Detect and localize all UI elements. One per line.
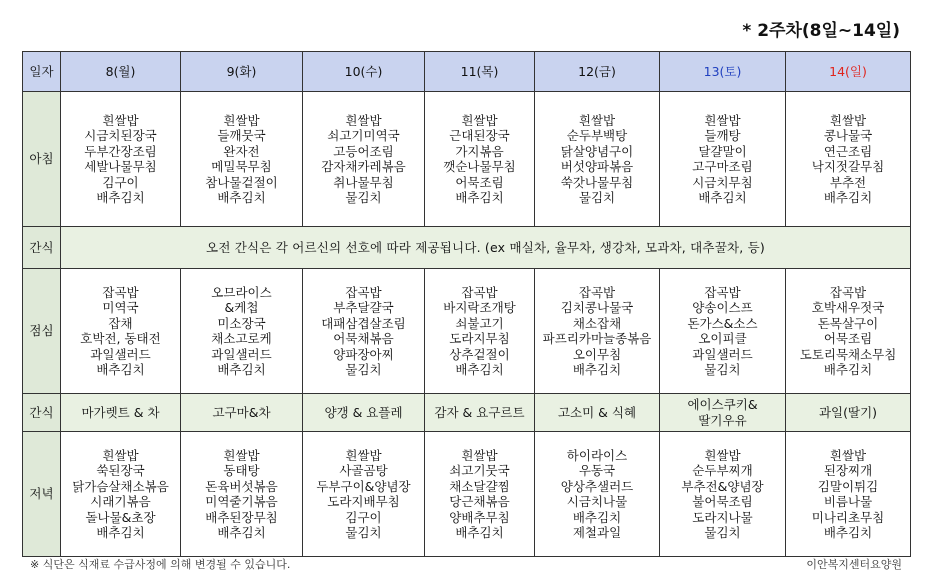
day-header-sunday: 14(일) bbox=[786, 52, 911, 92]
lunch-cell bbox=[181, 269, 303, 394]
menu-item: 닭살양념구이 bbox=[560, 143, 634, 159]
row-label-snack-pm: 간식 bbox=[23, 394, 61, 432]
menu-item: 돈가스&소스 bbox=[687, 315, 758, 331]
dinner-cell bbox=[535, 432, 660, 557]
menu-item: 달걀말이 bbox=[698, 143, 747, 159]
menu-item: 김치콩나물국 bbox=[560, 300, 634, 316]
breakfast-row bbox=[23, 92, 911, 227]
header-row bbox=[23, 52, 911, 92]
menu-item: 잡곡밥 bbox=[102, 284, 139, 300]
menu-item: 부추달걀국 bbox=[333, 300, 394, 316]
menu-item: 어묵조림 bbox=[455, 174, 504, 190]
menu-item: 시금치된장국 bbox=[84, 128, 157, 144]
menu-item: 감자채카레볶음 bbox=[321, 159, 406, 175]
menu-item: 과일(딸기) bbox=[818, 404, 878, 420]
menu-item: 동태탕 bbox=[223, 463, 260, 479]
menu-item: 흰쌀밥 bbox=[345, 447, 382, 463]
menu-item: 시래기볶음 bbox=[90, 494, 151, 510]
menu-item: 흰쌀밥 bbox=[223, 447, 260, 463]
day-header: 10(수) bbox=[303, 52, 425, 92]
snack-pm-cell bbox=[61, 394, 181, 432]
snack-pm-cell bbox=[425, 394, 535, 432]
menu-item: 돈육버섯볶음 bbox=[205, 478, 278, 494]
breakfast-cell bbox=[61, 92, 181, 227]
menu-item: 미역줄기볶음 bbox=[205, 494, 278, 510]
menu-item: 미나리초무침 bbox=[811, 509, 885, 525]
snack-pm-cell bbox=[786, 394, 911, 432]
menu-item: 양갱 & 요플레 bbox=[324, 404, 403, 420]
snack-pm-cell bbox=[303, 394, 425, 432]
menu-item: 과일샐러드 bbox=[692, 346, 753, 362]
day-header: 11(목) bbox=[425, 52, 535, 92]
dinner-cell bbox=[660, 432, 786, 557]
menu-item: 비름나물 bbox=[823, 494, 873, 510]
menu-item: 들깨탕 bbox=[704, 128, 741, 144]
menu-item: 양파장아찌 bbox=[333, 346, 394, 362]
menu-item: 잡곡밥 bbox=[704, 284, 741, 300]
dinner-cell bbox=[425, 432, 535, 557]
dinner-cell bbox=[786, 432, 911, 557]
breakfast-cell bbox=[303, 92, 425, 227]
menu-item: 흰쌀밥 bbox=[223, 112, 260, 128]
menu-item: 물김치 bbox=[345, 362, 382, 378]
menu-item: 오므라이스 bbox=[211, 284, 272, 300]
menu-item: 에이스쿠키& bbox=[687, 397, 758, 413]
menu-item: 물김치 bbox=[578, 190, 616, 206]
menu-item: 낙지젓갈무침 bbox=[811, 159, 885, 175]
menu-item: 미역국 bbox=[102, 300, 139, 316]
menu-item: 고등어조림 bbox=[333, 143, 394, 159]
menu-item: 시금치나물 bbox=[566, 494, 628, 510]
menu-item: 가지볶음 bbox=[455, 143, 504, 159]
menu-item: 호박새우젓국 bbox=[811, 300, 885, 316]
menu-item: 잡곡밥 bbox=[578, 284, 616, 300]
menu-item: 쇠고기미역국 bbox=[327, 128, 400, 144]
menu-item: 두부구이&양념장 bbox=[316, 478, 411, 494]
breakfast-cell bbox=[425, 92, 535, 227]
menu-item: 양배추무침 bbox=[449, 509, 510, 525]
menu-item: 도라지나물 bbox=[692, 509, 753, 525]
dinner-cell bbox=[61, 432, 181, 557]
lunch-row bbox=[23, 269, 911, 394]
menu-item: 흰쌀밥 bbox=[461, 447, 498, 463]
menu-item: 잡곡밥 bbox=[345, 284, 382, 300]
menu-item: 잡채 bbox=[108, 315, 133, 331]
breakfast-cell bbox=[660, 92, 786, 227]
menu-item: 두부간장조림 bbox=[84, 143, 157, 159]
menu-item: &케첩 bbox=[224, 300, 259, 316]
lunch-cell bbox=[303, 269, 425, 394]
menu-item: 물김치 bbox=[704, 362, 741, 378]
menu-item: 돈목살구이 bbox=[817, 315, 879, 331]
lunch-cell bbox=[786, 269, 911, 394]
menu-item: 파프리카마늘종볶음 bbox=[542, 331, 652, 347]
lunch-cell bbox=[425, 269, 535, 394]
menu-item: 배추김치 bbox=[96, 190, 145, 206]
menu-item: 메밀묵무침 bbox=[211, 159, 272, 175]
lunch-cell bbox=[535, 269, 660, 394]
snack-am-note: 오전 간식은 각 어르신의 선호에 따라 제공됩니다. (ex 매실차, 율무차, 생강차, 모과차, 대추꿀차, 등) bbox=[61, 227, 911, 269]
menu-item: 순두부찌개 bbox=[692, 463, 753, 479]
menu-item: 양상추샐러드 bbox=[560, 478, 634, 494]
menu-item: 김말이튀김 bbox=[817, 478, 879, 494]
menu-item: 흰쌀밥 bbox=[461, 112, 498, 128]
dinner-row bbox=[23, 432, 911, 557]
row-label-snack-am: 간식 bbox=[23, 227, 61, 269]
menu-item: 과일샐러드 bbox=[90, 346, 151, 362]
footer-org: 이안복지센터요양원 bbox=[806, 558, 902, 571]
menu-item: 닭가슴살채소볶음 bbox=[72, 478, 169, 494]
snack-pm-cell bbox=[181, 394, 303, 432]
menu-item: 배추된장무침 bbox=[205, 509, 278, 525]
menu-item: 김구이 bbox=[345, 509, 382, 525]
snack-pm-cell bbox=[660, 394, 786, 432]
menu-item: 콩나물국 bbox=[823, 128, 873, 144]
menu-item: 연근조림 bbox=[823, 143, 873, 159]
menu-item: 쑥갓나물무침 bbox=[560, 174, 634, 190]
menu-item: 쇠불고기 bbox=[455, 315, 504, 331]
menu-item: 대패삼겹살조림 bbox=[321, 315, 406, 331]
menu-item: 배추김치 bbox=[823, 190, 873, 206]
menu-item: 들깨뭇국 bbox=[217, 128, 266, 144]
menu-item: 바지락조개탕 bbox=[443, 300, 516, 316]
day-header: 8(월) bbox=[61, 52, 181, 92]
menu-item: 불어묵조림 bbox=[692, 494, 753, 510]
dinner-cell bbox=[181, 432, 303, 557]
lunch-cell bbox=[61, 269, 181, 394]
menu-item: 흰쌀밥 bbox=[102, 112, 139, 128]
menu-item: 고구마&차 bbox=[212, 404, 271, 420]
menu-item: 배추김치 bbox=[698, 190, 747, 206]
menu-item: 참나물겉절이 bbox=[205, 174, 278, 190]
menu-item: 배추김치 bbox=[823, 525, 873, 541]
menu-item: 물김치 bbox=[345, 525, 382, 541]
row-label-lunch: 점심 bbox=[23, 269, 61, 394]
menu-item: 도라지배무침 bbox=[327, 494, 400, 510]
menu-item: 배추김치 bbox=[217, 525, 266, 541]
menu-item: 흰쌀밥 bbox=[829, 112, 867, 128]
menu-item: 된장찌개 bbox=[823, 463, 873, 479]
snack-pm-row bbox=[23, 394, 911, 432]
menu-item: 김구이 bbox=[102, 174, 139, 190]
breakfast-cell bbox=[786, 92, 911, 227]
menu-item: 어묵채볶음 bbox=[333, 331, 394, 347]
menu-item: 고소미 & 식혜 bbox=[557, 404, 637, 420]
menu-item: 사골곰탕 bbox=[339, 463, 388, 479]
menu-item: 부추전&양념장 bbox=[681, 478, 764, 494]
breakfast-cell bbox=[535, 92, 660, 227]
menu-item: 호박전, 동태전 bbox=[80, 331, 161, 347]
menu-item: 취나물무침 bbox=[333, 174, 394, 190]
menu-item: 상추겉절이 bbox=[449, 346, 510, 362]
row-label-dinner: 저녁 bbox=[23, 432, 61, 557]
menu-item: 흰쌀밥 bbox=[829, 447, 867, 463]
menu-item: 순두부백탕 bbox=[566, 128, 628, 144]
menu-item: 우동국 bbox=[578, 463, 616, 479]
menu-item: 채소고로케 bbox=[211, 331, 272, 347]
menu-item: 하이라이스 bbox=[566, 447, 628, 463]
menu-item: 시금치무침 bbox=[692, 174, 753, 190]
week-title: * 2주차(8일~14일) bbox=[742, 21, 900, 41]
snack-pm-cell bbox=[535, 394, 660, 432]
lunch-cell bbox=[660, 269, 786, 394]
day-header: 9(화) bbox=[181, 52, 303, 92]
menu-item: 배추김치 bbox=[455, 362, 504, 378]
menu-item: 오이무침 bbox=[572, 346, 622, 362]
menu-item: 배추김치 bbox=[455, 190, 504, 206]
menu-item: 쇠고기뭇국 bbox=[449, 463, 510, 479]
menu-item: 부추전 bbox=[829, 174, 867, 190]
menu-item: 도토리묵채소무침 bbox=[799, 346, 897, 362]
menu-item: 흰쌀밥 bbox=[102, 447, 139, 463]
menu-item: 흰쌀밥 bbox=[345, 112, 382, 128]
breakfast-cell bbox=[181, 92, 303, 227]
menu-item: 딸기우유 bbox=[698, 412, 747, 428]
menu-item: 물김치 bbox=[704, 525, 741, 541]
menu-item: 버섯양파볶음 bbox=[560, 159, 634, 175]
menu-item: 근대된장국 bbox=[449, 128, 510, 144]
snack-am-row bbox=[23, 227, 911, 269]
menu-item: 흰쌀밥 bbox=[704, 447, 741, 463]
menu-item: 흰쌀밥 bbox=[578, 112, 616, 128]
menu-item: 배추김치 bbox=[217, 362, 266, 378]
menu-item: 배추김치 bbox=[823, 362, 873, 378]
menu-item: 돌나물&초장 bbox=[85, 509, 156, 525]
menu-item: 채소잡채 bbox=[572, 315, 622, 331]
menu-item: 세발나물무침 bbox=[84, 159, 157, 175]
menu-item: 도라지무침 bbox=[449, 331, 510, 347]
menu-item: 어묵조림 bbox=[823, 331, 873, 347]
menu-item: 쑥된장국 bbox=[96, 463, 145, 479]
menu-item: 배추김치 bbox=[217, 190, 266, 206]
weekly-menu-table bbox=[22, 51, 911, 557]
menu-item: 완자전 bbox=[223, 143, 260, 159]
menu-item: 고구마조림 bbox=[692, 159, 753, 175]
menu-item: 오이피클 bbox=[698, 331, 747, 347]
header-label: 일자 bbox=[23, 52, 61, 92]
menu-item: 배추김치 bbox=[572, 509, 622, 525]
menu-item: 양송이스프 bbox=[692, 300, 753, 316]
menu-item: 잡곡밥 bbox=[829, 284, 867, 300]
menu-item: 배추김치 bbox=[572, 362, 622, 378]
menu-item: 채소달걀찜 bbox=[449, 478, 510, 494]
menu-item: 잡곡밥 bbox=[461, 284, 498, 300]
menu-item: 배추김치 bbox=[96, 362, 145, 378]
menu-item: 깻순나물무침 bbox=[443, 159, 516, 175]
menu-item: 물김치 bbox=[345, 190, 382, 206]
menu-item: 제철과일 bbox=[572, 525, 622, 541]
menu-item: 마가렛트 & 차 bbox=[81, 404, 160, 420]
menu-item: 과일샐러드 bbox=[211, 346, 272, 362]
menu-item: 미소장국 bbox=[217, 315, 266, 331]
row-label-breakfast: 아침 bbox=[23, 92, 61, 227]
day-header-saturday: 13(토) bbox=[660, 52, 786, 92]
menu-item: 당근채볶음 bbox=[449, 494, 510, 510]
menu-item: 배추김치 bbox=[96, 525, 145, 541]
dinner-cell bbox=[303, 432, 425, 557]
menu-item: 흰쌀밥 bbox=[704, 112, 741, 128]
menu-item: 감자 & 요구르트 bbox=[434, 404, 525, 420]
day-header: 12(금) bbox=[535, 52, 660, 92]
menu-item: 배추김치 bbox=[455, 525, 504, 541]
footer-note: ※ 식단은 식재료 수급사정에 의해 변경될 수 있습니다. bbox=[30, 558, 291, 571]
